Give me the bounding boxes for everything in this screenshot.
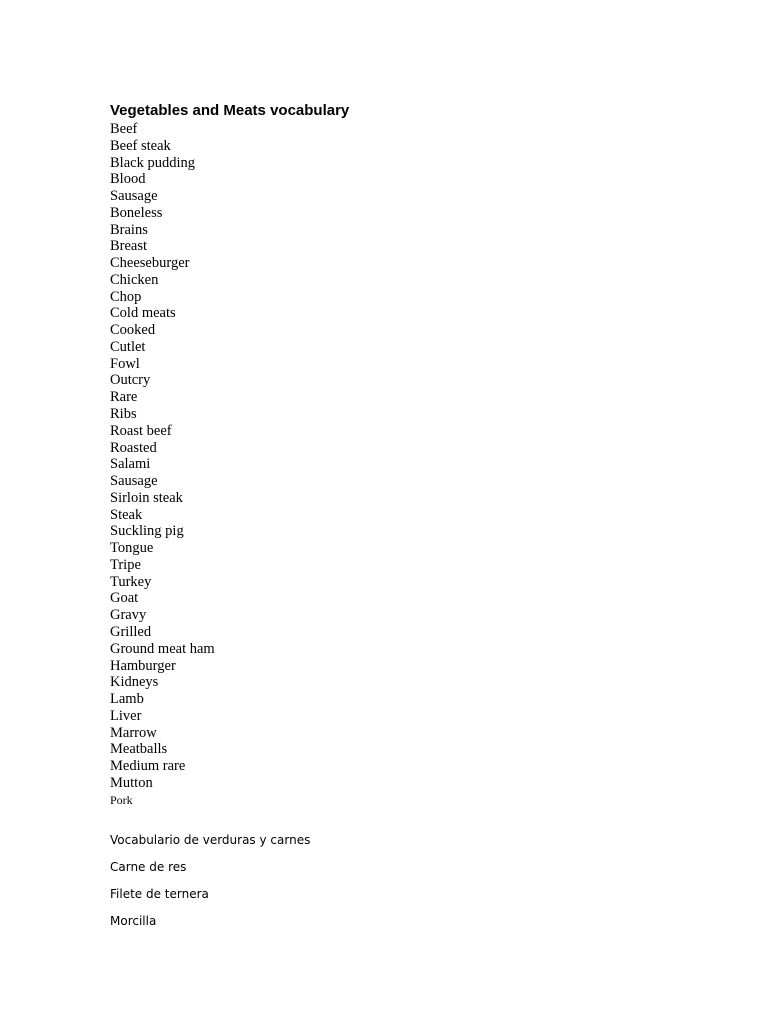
vocabulary-item: Marrow [110,724,157,741]
vocabulary-item: Goat [110,590,139,607]
vocabulary-item: Rare [110,389,138,406]
vocabulary-item: Ground meat ham [110,640,215,657]
vocabulary-item: Sausage [110,188,158,205]
vocabulary-item: Tongue [110,540,154,557]
vocabulary-item: Outcry [110,372,151,389]
vocabulary-item: Breast [110,238,148,255]
vocabulary-item: Salami [110,456,151,473]
vocabulary-item: Medium rare [110,758,186,775]
vocabulary-item: Steak [110,506,143,523]
vocabulary-item: Brains [110,221,148,238]
vocabulary-item: Kidneys [110,674,159,691]
vocabulary-item: Boneless [110,204,163,221]
vocabulary-item: Ribs [110,406,137,423]
vocabulary-item: Tripe [110,556,141,573]
vocabulary-item: Meatballs [110,741,168,758]
vocabulary-item: Mutton [110,774,153,791]
vocabulary-item: Roast beef [110,422,172,439]
vocabulary-item: Suckling pig [110,523,184,540]
vocabulary-item: Sausage [110,473,158,490]
spanish-vocabulary-item: Filete de ternera [110,887,209,901]
spanish-vocabulary-item: Morcilla [110,914,157,928]
english-vocabulary-list [110,121,710,808]
vocabulary-item: Cutlet [110,338,146,355]
vocabulary-item: Hamburger [110,657,176,674]
vocabulary-item: Beef steak [110,137,171,154]
vocabulary-item: Cheeseburger [110,255,190,272]
spanish-section [110,830,710,938]
vocabulary-item: Lamb [110,691,144,708]
vocabulary-item: Roasted [110,439,157,456]
vocabulary-item: Gravy [110,607,147,624]
vocabulary-item: Blood [110,171,146,188]
vocabulary-item: Chop [110,288,142,305]
vocabulary-item: Cooked [110,322,156,339]
vocabulary-item: Fowl [110,355,140,372]
english-section [110,101,710,808]
vocabulary-item: Turkey [110,573,152,590]
vocabulary-item: Cold meats [110,305,176,322]
vocabulary-item: Pork [110,792,133,807]
vocabulary-item: Beef [110,121,138,137]
vocabulary-item: Chicken [110,271,159,288]
spanish-vocabulary-item: Carne de res [110,860,187,874]
vocabulary-item: Liver [110,707,142,724]
document-title: Vegetables and Meats vocabulary [110,102,350,119]
spanish-vocabulary-list [110,857,710,931]
vocabulary-item: Grilled [110,623,152,640]
vocabulary-item: Sirloin steak [110,489,183,506]
spanish-section-title: Vocabulario de verduras y carnes [110,833,311,847]
vocabulary-item: Black pudding [110,154,195,171]
